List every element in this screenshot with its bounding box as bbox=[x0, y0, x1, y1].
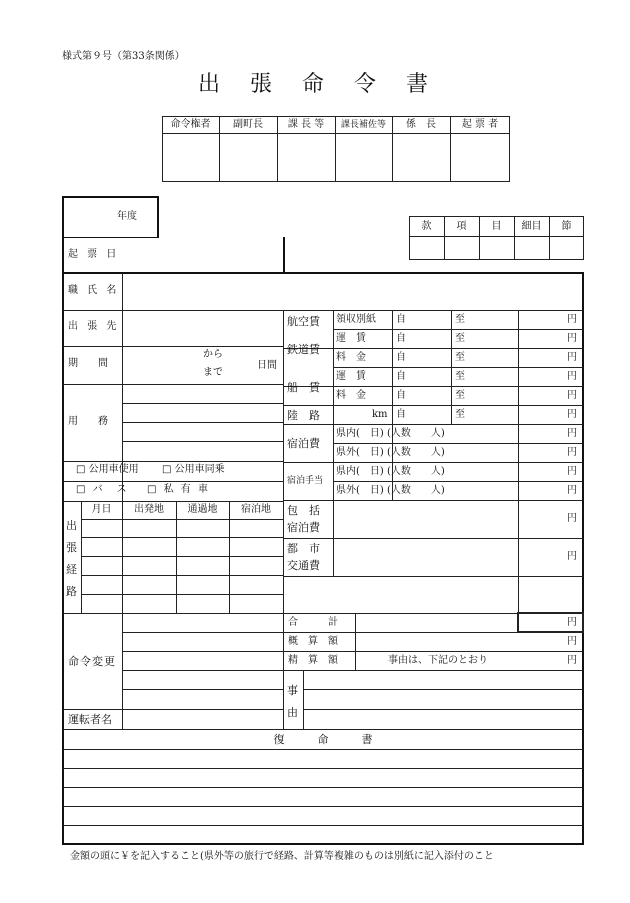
from-mark: 自 bbox=[396, 390, 406, 401]
period-label: 期 間 bbox=[68, 358, 108, 369]
to-mark: 至 bbox=[455, 314, 465, 325]
lodging-out-pref: 県外( 日) (人数 人) bbox=[336, 447, 445, 458]
approval-header: 課 長 等 bbox=[287, 119, 325, 130]
from-mark: 自 bbox=[396, 333, 406, 344]
ship-label: 船 賃 bbox=[287, 381, 320, 394]
budget-header: 款 bbox=[421, 221, 432, 232]
from-mark: 自 bbox=[396, 352, 406, 363]
order-change-label: 命令変更 bbox=[68, 655, 116, 668]
official-car-ride-checkbox[interactable]: □ 公用車同乗 bbox=[162, 464, 225, 475]
to-mark: 至 bbox=[455, 352, 465, 363]
yen-mark: 円 bbox=[567, 409, 577, 420]
budget-header: 項 bbox=[456, 221, 467, 232]
footer-note: 金額の頭に￥を記入すること(県外等の旅行で経路、計算等複雑のものは別紙に記入添付のこと bbox=[70, 851, 494, 862]
yen-mark: 円 bbox=[567, 333, 577, 344]
air-receipt-label: 領収別紙 bbox=[336, 314, 376, 325]
km-label: km bbox=[372, 409, 388, 420]
budget-header: 細目 bbox=[521, 221, 542, 232]
package-label-2: 宿泊費 bbox=[287, 521, 320, 534]
yen-mark: 円 bbox=[567, 428, 577, 439]
air-label: 航空賃 bbox=[287, 315, 320, 328]
from-mark: 自 bbox=[396, 314, 406, 325]
draft-date-label: 起 票 日 bbox=[68, 249, 120, 260]
route-header: 宿泊地 bbox=[241, 504, 271, 515]
from-mark: 自 bbox=[396, 371, 406, 382]
destination-label: 出 張 先 bbox=[68, 321, 120, 332]
settled-label: 精 算 額 bbox=[288, 655, 338, 666]
yen-mark: 円 bbox=[567, 314, 577, 325]
route-header: 月日 bbox=[91, 504, 112, 515]
from-mark: 自 bbox=[396, 409, 406, 420]
form-number: 様式第９号（第33条関係） bbox=[62, 51, 185, 62]
reason-note: 事由は、下記のとおり bbox=[388, 655, 488, 666]
city-transit-label: 都 市 bbox=[287, 542, 320, 555]
report-heading: 復 命 書 bbox=[273, 733, 373, 746]
yen-mark: 円 bbox=[567, 485, 577, 496]
to-mark: 至 bbox=[455, 333, 465, 344]
city-transit-label-2: 交通費 bbox=[287, 559, 320, 572]
yen-mark: 円 bbox=[567, 655, 577, 666]
land-label: 陸 路 bbox=[287, 409, 320, 422]
lodging-allowance-label: 宿泊手当 bbox=[287, 476, 324, 486]
yen-mark: 円 bbox=[567, 371, 577, 382]
route-header: 通過地 bbox=[187, 504, 218, 515]
route-header: 出発地 bbox=[134, 504, 164, 515]
name-title-label: 職 氏 名 bbox=[68, 285, 120, 296]
yen-mark: 円 bbox=[567, 513, 577, 524]
private-car-checkbox[interactable]: □ 私 有 車 bbox=[147, 484, 210, 495]
to-mark: 至 bbox=[455, 390, 465, 401]
budget-header: 節 bbox=[561, 221, 572, 232]
yen-mark: 円 bbox=[567, 636, 577, 647]
yen-mark: 円 bbox=[567, 390, 577, 401]
ship-fee-label: 料 金 bbox=[336, 390, 366, 401]
allowance-in-pref: 県内( 日) (人数 人) bbox=[336, 466, 445, 477]
package-label: 包 括 bbox=[287, 504, 320, 517]
approval-header: 命令権者 bbox=[170, 119, 211, 130]
approval-header: 副町長 bbox=[233, 119, 263, 130]
rail-fare-label: 運 賃 bbox=[336, 333, 366, 344]
ship-fare-label: 運 賃 bbox=[336, 371, 366, 382]
days-label: 日間 bbox=[257, 360, 277, 371]
approval-header: 起 票 者 bbox=[461, 119, 499, 130]
purpose-label: 用 務 bbox=[68, 416, 108, 427]
to-mark: 至 bbox=[455, 409, 465, 420]
fiscal-year-label: 年度 bbox=[117, 211, 137, 222]
budget-header: 目 bbox=[491, 221, 502, 232]
yen-mark: 円 bbox=[567, 551, 577, 562]
yen-mark: 円 bbox=[567, 617, 577, 628]
allowance-out-pref: 県外( 日) (人数 人) bbox=[336, 485, 445, 496]
approval-header: 課長補佐等 bbox=[340, 120, 386, 130]
bus-checkbox[interactable]: □ バ ス bbox=[76, 484, 129, 495]
estimate-label: 概 算 額 bbox=[288, 636, 338, 647]
yen-mark: 円 bbox=[567, 466, 577, 477]
until-label: まで bbox=[203, 367, 223, 378]
approval-header: 係 長 bbox=[406, 119, 436, 130]
rail-fee-label: 料 金 bbox=[336, 352, 366, 363]
from-label: から bbox=[203, 349, 223, 360]
page-title: 出 張 命 令 書 bbox=[197, 72, 432, 97]
to-mark: 至 bbox=[455, 371, 465, 382]
lodging-in-pref: 県内( 日) (人数 人) bbox=[336, 428, 445, 439]
driver-name-label: 運転者名 bbox=[68, 713, 112, 726]
rail-label: 鉄道賃 bbox=[287, 343, 320, 356]
yen-mark: 円 bbox=[567, 447, 577, 458]
yen-mark: 円 bbox=[567, 352, 577, 363]
total-label: 合 計 bbox=[288, 617, 338, 628]
reason-label: 事由 bbox=[287, 684, 298, 719]
lodging-label: 宿泊費 bbox=[287, 437, 320, 450]
route-label: 出張経路 bbox=[66, 519, 77, 598]
official-car-checkbox[interactable]: □ 公用車使用 bbox=[76, 464, 139, 475]
